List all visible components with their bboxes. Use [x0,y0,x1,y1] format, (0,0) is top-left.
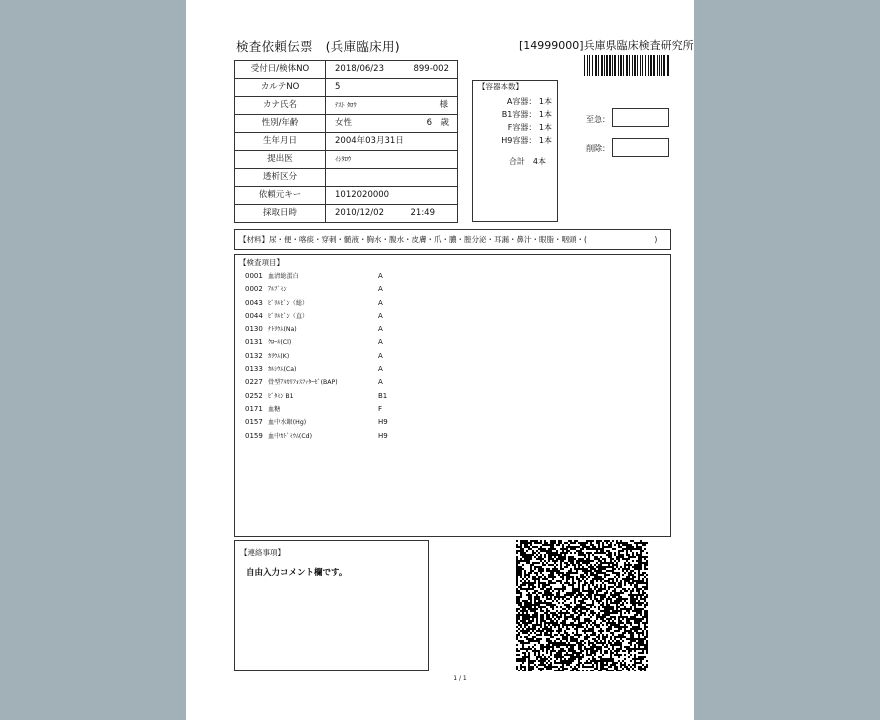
exam-item-list [245,270,408,443]
info-value [326,169,458,187]
exam-item-container: A [378,311,383,320]
exam-item-row [245,430,408,443]
memo-box [234,540,429,671]
exam-item-code: 0043 [245,298,263,307]
page-number: 1 / 1 [453,675,467,682]
exam-item-code: 0159 [245,431,263,440]
exam-item-code: 0171 [245,404,263,413]
exam-items-box [234,254,671,537]
container-list [482,95,552,168]
exam-item-code: 0044 [245,311,263,320]
exam-item-container: A [378,285,383,294]
info-value: 2004年03月31日 [326,133,458,151]
2d-barcode [516,540,648,671]
barcode [584,55,670,76]
exam-item-row [245,390,408,403]
exam-item-container: H9 [378,431,388,440]
info-label: 性別/年齢 [235,115,326,133]
delete-box [612,138,669,157]
info-label: 透析区分 [235,169,326,187]
info-label: 受付日/検体NO [235,61,326,79]
exam-item-container: A [378,351,383,360]
exam-item-container: A [378,365,383,374]
exam-item-name: ﾋﾞﾀﾐﾝ B1 [268,392,294,400]
info-label: 採取日時 [235,205,326,223]
info-label: 生年月日 [235,133,326,151]
info-row-reception [235,61,458,79]
memo-text: 自由入力コメント欄です。 [246,568,348,578]
specimen-no: 899-002 [413,64,449,74]
urgent-label: 至急： [586,115,610,124]
info-value: 女性 6 歳 [326,115,458,133]
container-total: 合計 4本 [508,157,546,166]
info-value: 1012020000 [326,187,458,205]
exam-item-name: ｶﾙｼｳﾑ(Ca) [268,366,297,374]
info-value: 5 [326,79,458,97]
urgent-box [612,108,669,127]
exam-item-name: 血中水銀(Hg) [268,419,307,427]
info-row-collection [235,205,458,223]
lab-name: [14999000]兵庫県臨床検査研究所 [519,39,694,52]
info-row-doctor [235,151,458,169]
info-row-chart-no [235,79,458,97]
info-row-client-key [235,187,458,205]
container-row: A容器： 1本 [506,97,552,106]
info-value: 2010/12/02 21:49 [326,205,458,223]
exam-item-row [245,376,408,389]
exam-item-name: ﾋﾞﾘﾙﾋﾞﾝ（総） [268,299,309,307]
exam-item-row [245,403,408,416]
exam-item-name: ｱﾙﾌﾞﾐﾝ [268,286,287,294]
exam-item-container: A [378,298,383,307]
exam-item-row [245,297,408,310]
exam-item-code: 0132 [245,351,263,360]
exam-item-row [245,336,408,349]
exam-item-container: H9 [378,418,388,427]
form-title: 検査依頼伝票 (兵庫臨床用) [236,39,400,54]
exam-item-name: ｸﾛｰﾙ(Cl) [268,339,292,347]
exam-item-code: 0001 [245,272,263,280]
info-value: ｲｼﾀﾛｳ [326,151,458,169]
exam-item-code: 0131 [245,338,263,347]
honorific: 様 [439,100,448,110]
document-page [186,0,694,720]
exam-item-code: 0227 [245,378,263,387]
exam-item-container: A [378,325,383,334]
exam-item-code: 0002 [245,285,263,294]
exam-item-name: ﾋﾞﾘﾙﾋﾞﾝ（直） [268,312,309,320]
exam-item-name: 血中ｶﾄﾞﾐｳﾑ(Cd) [268,432,313,440]
age: 6 歳 [426,118,449,128]
exam-item-code: 0252 [245,391,263,400]
info-row-sex-age [235,115,458,133]
info-value: ﾃｽﾄ ﾀﾛｳ 様 [326,97,458,115]
info-label: 依頼元キー [235,187,326,205]
collection-time: 21:49 [410,208,435,218]
exam-item-container: B1 [378,391,388,400]
exam-item-name: 骨型ｱﾙｶﾘﾌｫｽﾌｧﾀｰｾﾞ(BAP) [268,379,338,387]
memo-heading: 【連絡事項】 [240,548,285,557]
info-label: カルテNO [235,79,326,97]
exam-item-code: 0133 [245,365,263,374]
info-row-birthdate [235,133,458,151]
info-row-kana-name [235,97,458,115]
exam-item-code: 0130 [245,325,263,334]
info-label: 提出医 [235,151,326,169]
exam-item-row [245,283,408,296]
info-value: 2018/06/23 899-002 [326,61,458,79]
exam-item-row [245,350,408,363]
info-label: カナ氏名 [235,97,326,115]
container-heading: 【容器本数】 [478,82,523,91]
exam-item-row [245,416,408,429]
exam-item-container: F [378,404,383,413]
exam-item-name: 血清総蛋白 [268,273,299,280]
exam-item-container: A [378,272,383,280]
exam-heading: 【検査項目】 [239,258,284,267]
exam-item-name: 血糖 [268,405,281,413]
exam-item-row [245,363,408,376]
container-row: H9容器： 1本 [501,136,552,145]
exam-item-container: A [378,338,383,347]
exam-item-name: ﾅﾄﾘｳﾑ(Na) [268,326,297,334]
delete-label: 削除： [586,144,610,153]
info-row-dialysis [235,169,458,187]
materials-box: 【材料】尿・便・喀痰・穿刺・髄液・胸水・腹水・皮膚・爪・膿・膣分泌・耳漏・鼻汁・眼脂・咽頭・( ) [234,229,671,250]
exam-item-row [245,323,408,336]
container-row: B1容器： 1本 [501,110,552,119]
exam-item-code: 0157 [245,418,263,427]
exam-item-row [245,270,408,283]
exam-item-container: A [378,378,383,387]
exam-item-row [245,310,408,323]
container-row: F容器： 1本 [507,123,552,132]
patient-info-table [234,60,458,223]
exam-item-name: ｶﾘｳﾑ(K) [268,352,290,360]
